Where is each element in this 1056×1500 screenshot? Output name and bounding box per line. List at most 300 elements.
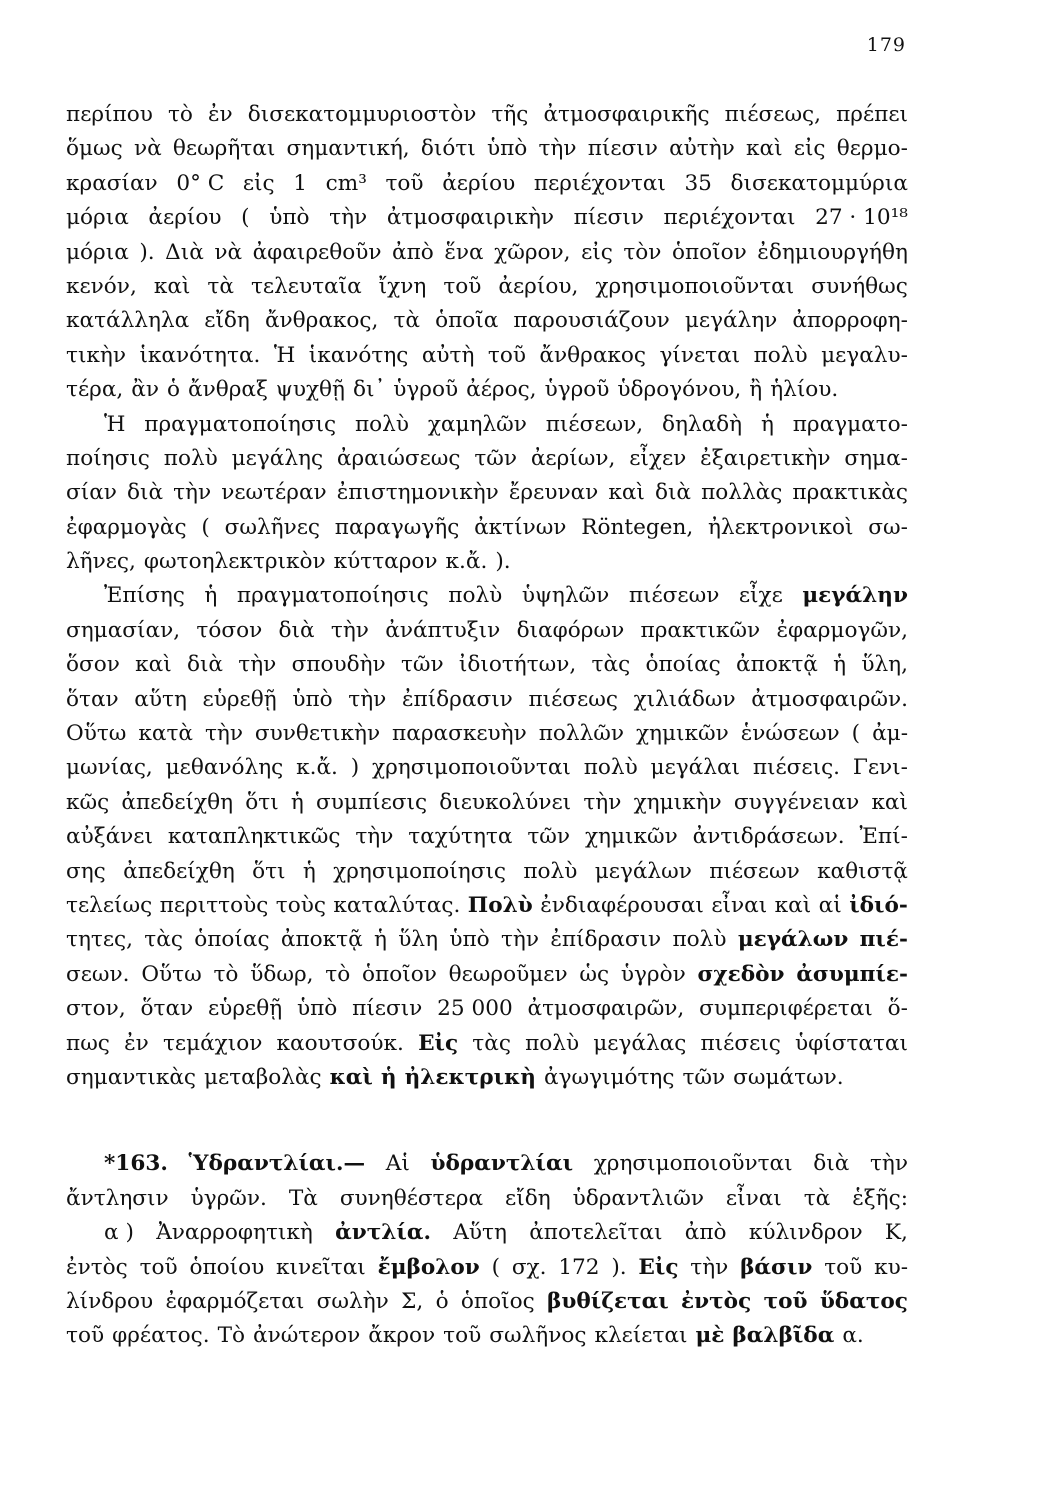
word: ὅταν — [140, 996, 194, 1022]
word: πολλὰς — [701, 480, 783, 506]
word: καὶ — [871, 789, 908, 815]
word: χρησιμοποιοῦνται — [595, 273, 795, 299]
word: βαλβῖδα — [732, 1323, 835, 1349]
word: ) — [350, 755, 360, 781]
word: ἱκανότητα. — [139, 342, 261, 368]
word: πολὺ — [753, 342, 808, 368]
word: ὑδραντλιῶν — [572, 1185, 704, 1211]
word: πολὺ — [525, 1030, 580, 1056]
word: αἱ — [818, 892, 842, 918]
word: μεγάλων — [594, 858, 692, 884]
word: κυ- — [874, 1254, 908, 1280]
word: τικὴν — [66, 342, 126, 368]
word: Ἡ — [104, 411, 126, 437]
word: ἀνώτερον — [252, 1323, 361, 1349]
word: ἀπὸ — [684, 1220, 727, 1246]
word: ἐντὸς — [66, 1254, 128, 1280]
word: εὑρεθῇ — [208, 996, 283, 1022]
word: Τὰ — [288, 1185, 318, 1211]
word: ἀτμοσφαιρικὴν — [386, 205, 555, 231]
word: ὑγρὸν — [620, 961, 686, 987]
word: Σ, — [401, 1288, 424, 1314]
word: τοῦ — [66, 1323, 105, 1349]
word: ( — [851, 721, 861, 747]
word: καθιστᾷ — [817, 858, 908, 884]
text-line — [66, 1216, 908, 1250]
word: σωμάτων. — [733, 1064, 844, 1090]
word: τὰ — [393, 308, 420, 334]
word: συμπεριφέρεται — [699, 996, 873, 1022]
word: ). — [611, 1254, 627, 1280]
text-line — [66, 1319, 908, 1353]
word: ( — [201, 514, 210, 540]
word: περιττοὺς — [159, 892, 269, 918]
section-heading-163 — [66, 1147, 908, 1216]
word: καὶ — [746, 136, 783, 162]
word: ἀτμοσφαιρῶν. — [751, 686, 908, 712]
word: σημα- — [844, 445, 908, 471]
word: ἔμβολον — [377, 1254, 480, 1280]
word: πιέσεων — [628, 583, 720, 609]
word: σωλὴν — [316, 1288, 389, 1314]
word: συνηθέστερα — [339, 1185, 484, 1211]
word: ἐφαρμογῶν, — [776, 617, 908, 643]
word: δισεκατομμύρια — [730, 170, 908, 196]
word: ὁποίας — [645, 652, 721, 678]
word: ὁποῖος — [460, 1288, 535, 1314]
word: μεγάλας — [593, 1030, 687, 1056]
word: νὰ — [133, 136, 162, 162]
word: κύτταρον — [333, 549, 438, 575]
word: θερμο- — [836, 136, 908, 162]
word: χρησιμοποιοῦνται — [372, 755, 571, 781]
word: Ἡ — [273, 342, 296, 368]
word: τὴν — [355, 824, 394, 850]
word: ὑψηλῶν — [521, 583, 610, 609]
word: ὁποίας — [194, 927, 270, 953]
word: ἱκανότης — [308, 342, 409, 368]
word: ἐνδιαφέρουσαι — [540, 892, 704, 918]
word: καταπληκτικῶς — [167, 824, 341, 850]
word: λῆνες, — [66, 549, 136, 575]
word: Ἐπί- — [859, 824, 908, 850]
word: καὶ — [135, 652, 172, 678]
word: σημαντική, — [286, 136, 410, 162]
word: *163. — [104, 1151, 168, 1177]
word: ὁ — [435, 1288, 449, 1314]
word: ἕνα — [444, 239, 484, 265]
word: τὴν — [538, 136, 577, 162]
word: αὕτη — [134, 686, 187, 712]
word: ἄνθρακος — [539, 342, 646, 368]
word: εἴδη — [204, 308, 250, 334]
word: περιέχονται — [663, 205, 796, 231]
word: χημικῶν — [584, 824, 678, 850]
word: πολὺ — [448, 583, 503, 609]
word: ἀερίων, — [530, 445, 616, 471]
word: καταλύτας. — [333, 892, 461, 918]
word: πίεσιν — [587, 136, 658, 162]
word: Πολὺ — [467, 892, 533, 918]
word: μεγάλων — [737, 927, 849, 953]
word: σεων. — [66, 961, 130, 987]
word: ). — [139, 239, 155, 265]
text-line — [66, 270, 908, 304]
word: σπουδὴν — [291, 652, 386, 678]
word: ἡ — [290, 789, 304, 815]
word: ὁποῖα — [435, 308, 499, 334]
word: τὰς — [472, 1030, 511, 1056]
text-line — [66, 408, 908, 442]
word: τὴν — [500, 927, 539, 953]
word: σχεδὸν — [697, 961, 785, 987]
word: πολὺ — [523, 858, 578, 884]
word: τὰ — [207, 273, 234, 299]
text-line — [66, 1147, 908, 1181]
word: ἑξῆς: — [852, 1185, 908, 1211]
word: ἀντιδράσεων. — [692, 824, 845, 850]
word: εἶναι — [711, 892, 768, 918]
text-line — [66, 304, 908, 338]
word: αὐξάνει — [66, 824, 153, 850]
word: μεγάλαι — [650, 755, 740, 781]
word: ταχύτητα — [408, 824, 513, 850]
word: διὰ — [186, 652, 224, 678]
word: παρουσιάζουν — [513, 308, 670, 334]
word: χαμηλῶν — [427, 411, 527, 437]
word: κατάλληλα — [66, 308, 190, 334]
word: ἡ — [760, 411, 774, 437]
word: τῶν — [474, 445, 517, 471]
text-line — [66, 579, 908, 613]
word: καὶ — [153, 273, 191, 299]
word: Εἰς — [638, 1254, 679, 1280]
word: Οὕτω — [141, 961, 202, 987]
word: καουτσούκ. — [276, 1030, 404, 1056]
text-line — [66, 992, 908, 1026]
word: ἡ — [204, 583, 218, 609]
word: σχ. — [511, 1254, 547, 1280]
word: συνθετικὴν — [254, 721, 381, 747]
section-gap — [66, 1095, 908, 1147]
word: ἡ — [833, 652, 847, 678]
word: ἀερίου, — [498, 273, 579, 299]
word: ἀερίου — [442, 170, 516, 196]
word: 27 · 10¹⁸ — [815, 205, 908, 231]
word: Γενι- — [852, 755, 908, 781]
word: καὶ — [329, 1064, 373, 1090]
text-line — [66, 1182, 908, 1216]
word: Röntegen, — [581, 514, 694, 540]
word: φρέατος. — [112, 1323, 210, 1349]
word: ἀσυμπίε- — [796, 961, 908, 987]
word: μεγαλυ- — [821, 342, 908, 368]
word: μεγάλην — [802, 583, 908, 609]
word: μωνίας, — [66, 755, 153, 781]
word: σημασίαν, — [66, 617, 181, 643]
word: ὑπὸ — [486, 136, 528, 162]
text-line — [66, 1285, 908, 1319]
word: τοῦ — [139, 1254, 178, 1280]
word: ἑνώσεων — [740, 721, 840, 747]
word: ἐξαιρετικὴν — [700, 445, 831, 471]
word: Τὸ — [217, 1323, 245, 1349]
word: ὑγροῦ — [393, 377, 459, 403]
word: πραγματοποίησις — [144, 411, 337, 437]
word: 25 000 — [437, 996, 513, 1022]
word: σωλῆνες — [224, 514, 320, 540]
word: κλείεται — [594, 1323, 688, 1349]
text-line — [66, 511, 908, 545]
word: πραγματοποίησις — [236, 583, 429, 609]
word: εἶχεν — [629, 445, 687, 471]
word: πολὺ — [583, 755, 638, 781]
word: ἀντλία. — [335, 1220, 431, 1246]
word: σημαντικὰς — [66, 1064, 197, 1090]
word: τόσον — [196, 617, 263, 643]
word: ἀποκτᾷ — [280, 927, 363, 953]
word: συνήθως — [811, 273, 908, 299]
word: πιέσεις — [700, 1030, 781, 1056]
word: ἀμ- — [872, 721, 908, 747]
text-line — [66, 1027, 908, 1061]
word: ὁποῖον — [671, 239, 747, 265]
word: τὸ — [325, 961, 351, 987]
word: εἰς — [793, 136, 826, 162]
word: παρασκευὴν — [392, 721, 527, 747]
word: θεωρῆται — [172, 136, 276, 162]
word: ὑγρῶν. — [190, 1185, 267, 1211]
word: ὅταν — [66, 686, 119, 712]
word: παραγωγῆς — [334, 514, 460, 540]
word: ἐντὸς — [681, 1288, 752, 1314]
paragraph-p2 — [66, 408, 908, 580]
word: ὕλη, — [861, 652, 908, 678]
word: ἐν — [124, 1030, 149, 1056]
word: διὰ — [278, 617, 315, 643]
word: τὴν — [173, 480, 212, 506]
word: ἴχνη — [378, 273, 427, 299]
word: ἄνθρακος, — [264, 308, 379, 334]
word: περιέχονται — [533, 170, 666, 196]
text-line — [66, 545, 908, 579]
word: πολὺ — [163, 445, 218, 471]
word: πρέπει — [836, 102, 908, 127]
word: μόρια — [66, 239, 129, 265]
word: ὕδωρ, — [250, 961, 314, 987]
word: εὑρεθῇ — [202, 686, 277, 712]
word: Εἰς — [418, 1030, 459, 1056]
word: ὑγροῦ — [544, 377, 610, 403]
word: τὴν — [204, 721, 243, 747]
word: ὅτι — [245, 789, 279, 815]
text-line — [66, 132, 908, 166]
word: τὴν — [583, 789, 622, 815]
word: ἠλεκτρονικοὶ — [708, 514, 854, 540]
word: ἐπίδρασιν — [401, 686, 513, 712]
word: δηλαδὴ — [661, 411, 743, 437]
word: χημικῶν — [635, 721, 729, 747]
word: τητες, — [66, 927, 133, 953]
word: Κ, — [884, 1220, 908, 1246]
word: διὰ — [654, 480, 692, 506]
text-line — [66, 339, 908, 373]
word: πιέσεως, — [724, 102, 822, 127]
text-line — [66, 1251, 908, 1285]
word: ἐφαρμόζεται — [165, 1288, 305, 1314]
word: ἰδιοτήτων, — [458, 652, 577, 678]
word: ἠλεκτρικὴ — [404, 1064, 536, 1090]
word: εἶναι — [725, 1185, 782, 1211]
word: ἡλίου. — [770, 377, 839, 403]
word: βυθίζεται — [547, 1288, 669, 1314]
word: χῶρον, — [494, 239, 571, 265]
text-line — [66, 373, 908, 407]
word: 172 — [558, 1254, 600, 1280]
word: συγγένειαν — [733, 789, 860, 815]
word: ὅσον — [66, 652, 120, 678]
word: εἰς — [581, 239, 613, 265]
word: θεωροῦμεν — [448, 961, 568, 987]
word: χιλιάδων — [633, 686, 736, 712]
word: τὴν — [329, 205, 368, 231]
word: ἀπεδείχθη — [121, 789, 234, 815]
word: τῆς — [491, 102, 529, 127]
word: ἀραιώσεως — [336, 445, 461, 471]
word: ἀνάπτυξιν — [385, 617, 501, 643]
word: τὰ — [803, 1185, 831, 1211]
word: ὑδραντλίαι — [430, 1151, 574, 1177]
word: τοῦ — [763, 1288, 808, 1314]
word: ( — [241, 205, 250, 231]
word: ὁποῖον — [362, 961, 437, 987]
word: ἐν — [207, 102, 233, 127]
word: χρησιμοποίησις — [333, 858, 507, 884]
word: τῶν — [682, 1064, 726, 1090]
text-line — [66, 476, 908, 510]
word: τὴν — [330, 617, 369, 643]
word: ποίησις — [66, 445, 150, 471]
text-line — [66, 751, 908, 785]
word: δισεκατομμυριοστὸν — [247, 102, 477, 127]
page-number: 179 — [866, 34, 906, 56]
word: πρακτικὰς — [792, 480, 908, 506]
word: ἡ — [374, 927, 387, 953]
word: τὰς — [591, 652, 631, 678]
word: Αὕτη — [453, 1220, 507, 1246]
text-line — [66, 201, 908, 235]
word: σης — [66, 858, 106, 884]
word: τοὺς — [275, 892, 326, 918]
word: Διὰ — [165, 239, 204, 265]
word: ψυχθῇ — [275, 377, 345, 403]
word: ἀέρος, — [466, 377, 537, 403]
word: Ὑδραντλίαι.— — [188, 1151, 366, 1177]
word: ἡ — [302, 858, 316, 884]
word: ὁποίου — [189, 1254, 265, 1280]
word: μεγάλης — [231, 445, 324, 471]
text-line — [66, 1061, 908, 1095]
word: πολὺ — [672, 927, 727, 953]
word: ἀπορροφη- — [792, 308, 908, 334]
word: κατὰ — [138, 721, 193, 747]
word: Οὕτω — [66, 721, 127, 747]
word: ἀερίου — [148, 205, 222, 231]
word: κ.ἄ. — [296, 755, 338, 781]
text-line — [66, 167, 908, 201]
word: πιέσεων, — [545, 411, 644, 437]
word: ἀγωγιμότης — [543, 1064, 675, 1090]
word: ὕδατος — [819, 1288, 908, 1314]
word: ἀκτίνων — [474, 514, 567, 540]
word: ἀποτελεῖται — [529, 1220, 663, 1246]
word: μεγάλην — [684, 308, 778, 334]
word: α ) — [104, 1220, 134, 1246]
word: βάσιν — [740, 1254, 813, 1280]
word: κινεῖται — [276, 1254, 366, 1280]
word: νὰ — [214, 239, 243, 265]
word: χημικὴν — [633, 789, 722, 815]
word: ὁ — [167, 377, 181, 403]
word: τὴν — [690, 1254, 729, 1280]
word: περίπου — [66, 102, 153, 127]
word: ἐπιστημονικὴν — [336, 480, 499, 506]
word: στον, — [66, 996, 126, 1022]
word: ὑφίσταται — [794, 1030, 908, 1056]
word: πολλῶν — [538, 721, 624, 747]
word: ἀπὸ — [392, 239, 434, 265]
word: σωλῆνος — [489, 1323, 587, 1349]
word: τὸ — [213, 961, 239, 987]
word: τὴν — [348, 686, 387, 712]
word: ὅ- — [887, 996, 908, 1022]
word: τελείως — [66, 892, 153, 918]
word: ἔρευναν — [508, 480, 599, 506]
text-line — [66, 614, 908, 648]
word: πίεσιν — [573, 205, 644, 231]
text-line — [66, 786, 908, 820]
word: ). — [495, 549, 511, 575]
word: διὰ — [126, 480, 164, 506]
word: ὑπὸ — [449, 927, 490, 953]
word: ὡς — [579, 961, 610, 987]
word: ἡ — [380, 1064, 397, 1090]
text-line — [66, 958, 908, 992]
word: τοῦ — [385, 170, 424, 196]
word: σίαν — [66, 480, 117, 506]
word: τὴν — [238, 652, 277, 678]
word: μεθανόλης — [165, 755, 284, 781]
word: ὅμως — [66, 136, 123, 162]
word: α. — [842, 1323, 864, 1349]
word: τέρα, — [66, 377, 124, 403]
word: λίνδρου — [66, 1288, 154, 1314]
word: καὶ — [608, 480, 645, 506]
word: ἀφαιρεθοῦν — [252, 239, 382, 265]
word: 0° C — [176, 170, 225, 196]
word: ἐδημιουργήθη — [757, 239, 908, 265]
word: ὕλη — [398, 927, 439, 953]
text-line — [66, 923, 908, 957]
text-line — [66, 683, 908, 717]
text-line — [66, 236, 908, 270]
word: διότι — [420, 136, 476, 162]
word: μόρια — [66, 205, 129, 231]
word: τελευταῖα — [250, 273, 362, 299]
text-line — [66, 820, 908, 854]
text-line — [66, 442, 908, 476]
word: ἀποκτᾷ — [736, 652, 818, 678]
